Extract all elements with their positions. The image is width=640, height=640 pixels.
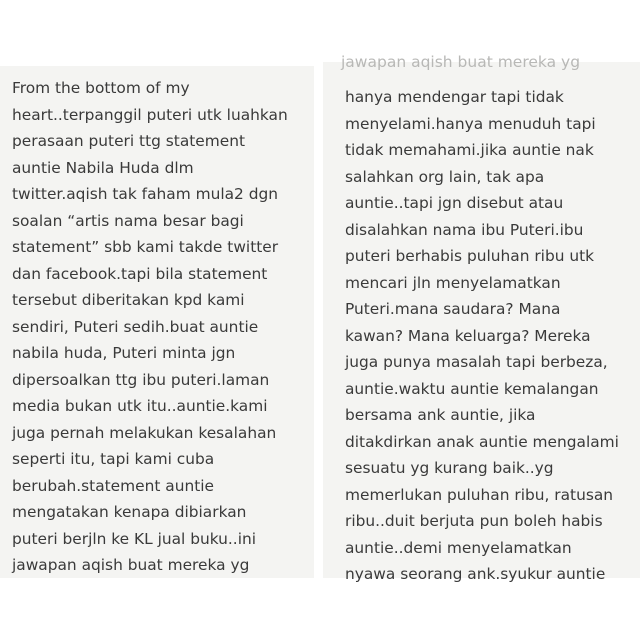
text-line: media bukan utk itu..auntie.kami xyxy=(12,397,268,415)
text-line: soalan “artis nama besar bagi xyxy=(12,211,244,230)
left-text-lines xyxy=(12,75,314,579)
text-line: memerlukan puluhan ribu, ratusan xyxy=(345,485,614,504)
text-line: bersama ank auntie, jika xyxy=(345,406,536,424)
text-line: hanya mendengar tapi tidak xyxy=(345,88,564,106)
text-line: puteri berhabis puluhan ribu utk xyxy=(345,247,595,265)
text-line: auntie..demi menyelamatkan xyxy=(345,538,572,557)
text-line: twitter.aqish tak faham mula2 dgn xyxy=(12,185,279,203)
text-line: sesuatu yg kurang baik..yg xyxy=(345,459,554,477)
text-line: kawan? Mana keluarga? Mereka xyxy=(345,326,591,345)
text-line: dipersoalkan ttg ibu puteri.laman xyxy=(12,370,270,389)
text-line: puteri berjln ke KL jual buku..ini xyxy=(12,529,257,548)
text-line: seperti itu, tapi kami cuba xyxy=(12,450,215,468)
text-line: sendiri, Puteri sedih.buat auntie xyxy=(12,317,259,336)
text-line: juga punya masalah tapi berbeza, xyxy=(345,353,608,371)
right-text-lines xyxy=(335,84,640,588)
text-line: nabila huda, Puteri minta jgn xyxy=(12,344,236,362)
text-line: From the bottom of my xyxy=(12,79,190,97)
text-line: berubah.statement auntie xyxy=(12,476,215,495)
text-line: auntie Nabila Huda dlm xyxy=(12,158,194,177)
right-text-panel xyxy=(323,53,640,583)
text-line: ditakdirkan anak auntie mengalami xyxy=(345,432,619,451)
text-line: mencari jln menyelamatkan xyxy=(345,273,561,292)
text-line: nyawa seorang ank.syukur auntie xyxy=(345,565,606,583)
text-line: perasaan puteri ttg statement xyxy=(12,132,246,150)
text-line: Puteri.mana saudara? Mana xyxy=(345,300,561,318)
text-line: statement” sbb kami takde twitter xyxy=(12,238,279,256)
left-text-panel xyxy=(0,66,314,578)
text-line: juga pernah melakukan kesalahan xyxy=(12,423,277,442)
text-line: tidak memahami.jika auntie nak xyxy=(345,141,594,159)
text-line: tersebut diberitakan kpd kami xyxy=(12,291,245,309)
text-line: disalahkan nama ibu Puteri.ibu xyxy=(345,220,584,239)
text-line: heart..terpanggil puteri utk luahkan xyxy=(12,105,288,124)
text-line: dan facebook.tapi bila statement xyxy=(12,264,268,283)
cropped-previous-line xyxy=(341,53,581,78)
text-line: ribu..duit berjuta pun boleh habis xyxy=(345,512,603,530)
text-line: auntie..tapi jgn disebut atau xyxy=(345,194,564,212)
text-line: salahkan org lain, tak apa xyxy=(345,167,545,186)
text-line: mengatakan kenapa dibiarkan xyxy=(12,503,247,521)
text-line: menyelami.hanya menuduh tapi xyxy=(345,114,596,133)
text-line: auntie.waktu auntie kemalangan xyxy=(345,379,599,398)
cropped-line-text: jawapan aqish buat mereka yg xyxy=(341,53,581,71)
text-line: jawapan aqish buat mereka yg xyxy=(12,556,250,574)
